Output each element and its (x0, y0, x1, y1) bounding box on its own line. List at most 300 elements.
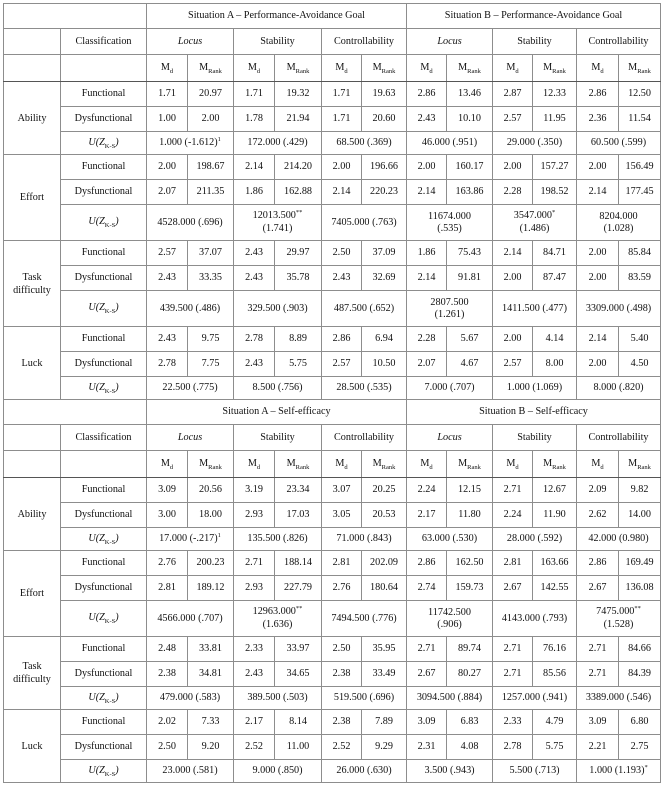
classification-cell: Dysfunctional (61, 662, 147, 687)
u-value-line: 487.500 (.652) (333, 302, 395, 314)
value-cell: 2.62 (577, 503, 619, 528)
value-cell: 7.75 (188, 352, 234, 377)
value-cell: 162.88 (275, 180, 322, 205)
value-cell: 3.05 (322, 503, 362, 528)
value-cell: 35.78 (275, 266, 322, 291)
value-cell: 2.21 (577, 735, 619, 760)
md-header: $M_d$ (407, 55, 447, 82)
significance-marker: ** (295, 605, 303, 612)
value-cell: 2.71 (493, 478, 533, 503)
classification-cell: Dysfunctional (61, 180, 147, 205)
value-cell: 2.43 (234, 241, 275, 266)
u-value-line: 17.000 $(-.217)^1$ (159, 531, 221, 544)
u-label: $U(Z_{K-S})$ (61, 291, 147, 327)
value-cell: 1.78 (234, 107, 275, 132)
value-cell: 10.50 (362, 352, 407, 377)
value-cell: 160.17 (447, 155, 493, 180)
value-cell: 10.10 (447, 107, 493, 132)
value-cell: 18.00 (188, 503, 234, 528)
u-value-line: 1257.000 (.941) (501, 692, 568, 703)
mrank-header: $M_{Rank}$ (188, 55, 234, 82)
value-cell: 136.08 (619, 576, 661, 601)
locus-header: Locus (147, 29, 234, 55)
locus-header: Locus (147, 425, 234, 451)
mrank-header: $M_{Rank}$ (362, 55, 407, 82)
u-value-line: 28.000 (.592) (506, 533, 563, 544)
value-cell: 2.14 (322, 180, 362, 205)
value-cell: 2.43 (234, 662, 275, 687)
value-cell: 9.75 (188, 327, 234, 352)
value-cell: 8.00 (533, 352, 577, 377)
value-cell: 2.93 (234, 576, 275, 601)
value-cell: 8.14 (275, 710, 322, 735)
value-cell: 2.76 (147, 551, 188, 576)
value-cell: 211.35 (188, 180, 234, 205)
value-cell: 2.38 (322, 710, 362, 735)
data-row (4, 503, 661, 528)
classification-header: Classification (61, 29, 147, 55)
stability-header: Stability (493, 29, 577, 55)
value-cell: 2.00 (577, 241, 619, 266)
stability-header: Stability (234, 425, 322, 451)
value-cell: 9.29 (362, 735, 407, 760)
mrank-header: $M_{Rank}$ (533, 451, 577, 478)
classification-cell: Functional (61, 710, 147, 735)
value-cell: 2.00 (322, 155, 362, 180)
value-cell: 227.79 (275, 576, 322, 601)
md-header: $M_d$ (322, 451, 362, 478)
data-row (4, 352, 661, 377)
value-cell: 2.38 (147, 662, 188, 687)
u-value-cell (493, 601, 577, 637)
value-cell: 2.33 (234, 637, 275, 662)
u-label: $U(Z_{K-S})$ (61, 205, 147, 241)
u-value-line: 46.000 (.951) (421, 137, 478, 148)
value-cell: 2.81 (147, 576, 188, 601)
u-value-line: 8.500 (.756) (252, 382, 303, 393)
value-cell: 2.14 (577, 180, 619, 205)
data-row (4, 155, 661, 180)
value-cell: 163.86 (447, 180, 493, 205)
u-value-cell (322, 760, 407, 783)
value-cell: 2.07 (147, 180, 188, 205)
value-cell: 3.09 (407, 710, 447, 735)
value-cell: 2.74 (407, 576, 447, 601)
value-cell: 23.34 (275, 478, 322, 503)
controllability-header: Controllability (322, 29, 407, 55)
u-value-cell (234, 377, 322, 400)
classification-header: Classification (61, 425, 147, 451)
data-row (4, 327, 661, 352)
attribution-label: Effort (4, 551, 61, 637)
value-cell: 2.48 (147, 637, 188, 662)
mrank-header: $M_{Rank}$ (275, 451, 322, 478)
value-cell: 5.75 (533, 735, 577, 760)
value-cell: 75.43 (447, 241, 493, 266)
u-value-line: (1.261) (434, 308, 465, 320)
data-row (4, 478, 661, 503)
u-value-cell (147, 132, 234, 155)
value-cell: 11.80 (447, 503, 493, 528)
value-cell: 198.67 (188, 155, 234, 180)
value-cell: 2.00 (407, 155, 447, 180)
u-value-cell (147, 760, 234, 783)
u-value-line: 4528.000 (.696) (157, 216, 223, 228)
classification-cell: Functional (61, 82, 147, 107)
value-cell: 163.66 (533, 551, 577, 576)
value-cell: 2.14 (407, 180, 447, 205)
classification-cell: Dysfunctional (61, 352, 147, 377)
classification-cell: Functional (61, 155, 147, 180)
value-cell: 11.00 (275, 735, 322, 760)
value-cell: 1.00 (147, 107, 188, 132)
data-row (4, 266, 661, 291)
value-cell: 29.97 (275, 241, 322, 266)
u-statistic-row (4, 687, 661, 710)
u-value-line: 26.000 (.630) (336, 765, 392, 776)
value-cell: 2.75 (619, 735, 661, 760)
u-value-cell (407, 760, 493, 783)
value-cell: 180.64 (362, 576, 407, 601)
u-value-cell (493, 760, 577, 783)
value-cell: 4.08 (447, 735, 493, 760)
value-cell: 214.20 (275, 155, 322, 180)
u-value-cell (322, 528, 407, 551)
value-cell: 80.27 (447, 662, 493, 687)
value-cell: 2.50 (322, 637, 362, 662)
md-header: $M_d$ (147, 55, 188, 82)
u-value-line: (1.636) (262, 619, 293, 630)
u-value-cell (577, 377, 661, 400)
value-cell: 11.54 (619, 107, 661, 132)
attribution-label: Ability (4, 82, 61, 155)
value-cell: 20.53 (362, 503, 407, 528)
u-value-cell (147, 687, 234, 710)
value-cell: 3.09 (577, 710, 619, 735)
md-header: $M_d$ (407, 451, 447, 478)
md-header: $M_d$ (577, 55, 619, 82)
value-cell: 2.57 (147, 241, 188, 266)
u-value-line: 1.000 (1.069) (506, 382, 563, 393)
md-header: $M_d$ (493, 55, 533, 82)
value-cell: 12.50 (619, 82, 661, 107)
u-value-cell (493, 205, 577, 241)
u-value-line: 5.500 (.713) (509, 765, 560, 776)
u-value-line: (1.486) (519, 223, 550, 234)
value-cell: 11.90 (533, 503, 577, 528)
value-cell: 2.07 (407, 352, 447, 377)
value-cell: 2.00 (577, 155, 619, 180)
blank-cell (61, 55, 147, 82)
value-cell: 8.89 (275, 327, 322, 352)
value-cell: 2.50 (322, 241, 362, 266)
value-cell: 2.24 (407, 478, 447, 503)
value-cell: 33.81 (188, 637, 234, 662)
u-value-line: 4566.000 (.707) (157, 612, 223, 624)
u-value-line: 7494.500 (.776) (331, 612, 397, 624)
mrank-header: $M_{Rank}$ (533, 55, 577, 82)
u-value-line: (1.528) (603, 619, 634, 630)
value-cell: 20.56 (188, 478, 234, 503)
attribution-label: Task difficulty (4, 241, 61, 327)
value-cell: 1.71 (147, 82, 188, 107)
data-row (4, 735, 661, 760)
value-cell: 85.56 (533, 662, 577, 687)
value-cell: 76.16 (533, 637, 577, 662)
value-cell: 34.81 (188, 662, 234, 687)
value-cell: 2.24 (493, 503, 533, 528)
value-cell: 2.00 (188, 107, 234, 132)
value-cell: 2.17 (234, 710, 275, 735)
value-cell: 2.09 (577, 478, 619, 503)
u-statistic-row (4, 377, 661, 400)
footnote-marker: 1 (217, 531, 221, 539)
value-cell: 1.86 (234, 180, 275, 205)
significance-marker: ** (295, 209, 303, 216)
controllability-header: Controllability (322, 425, 407, 451)
value-cell: 84.66 (619, 637, 661, 662)
value-cell: 2.86 (407, 82, 447, 107)
value-cell: 2.87 (493, 82, 533, 107)
data-row (4, 662, 661, 687)
u-value-cell (234, 291, 322, 327)
value-cell: 37.07 (188, 241, 234, 266)
value-cell: 1.86 (407, 241, 447, 266)
u-statistic-row (4, 205, 661, 241)
value-cell: 2.93 (234, 503, 275, 528)
value-cell: 2.86 (322, 327, 362, 352)
u-value-line: 63.000 (.530) (421, 533, 478, 544)
u-statistic-row (4, 760, 661, 783)
controllability-header: Controllability (577, 425, 661, 451)
u-value-line: (1.741) (262, 223, 293, 234)
u-value-cell (407, 528, 493, 551)
blank-cell (4, 425, 61, 451)
value-cell: 3.09 (147, 478, 188, 503)
u-value-cell (322, 132, 407, 155)
u-statistic-row (4, 528, 661, 551)
value-cell: 3.07 (322, 478, 362, 503)
u-value-line: 9.000 (.850) (252, 765, 303, 776)
u-value-line: 8204.000 (599, 210, 638, 222)
value-cell: 1.71 (322, 107, 362, 132)
classification-cell: Dysfunctional (61, 107, 147, 132)
classification-cell: Dysfunctional (61, 266, 147, 291)
u-value-cell (407, 205, 493, 241)
significance-marker: * (551, 209, 556, 216)
stability-header: Stability (234, 29, 322, 55)
u-label: $U(Z_{K-S})$ (61, 132, 147, 155)
classification-cell: Dysfunctional (61, 503, 147, 528)
u-statistic-row (4, 291, 661, 327)
u-value-line: 12963.000** (252, 605, 303, 617)
u-value-line: 7405.000 (.763) (331, 216, 397, 228)
value-cell: 2.57 (322, 352, 362, 377)
value-cell: 2.67 (493, 576, 533, 601)
value-cell: 189.12 (188, 576, 234, 601)
u-value-line: 42.000 (0.980) (588, 533, 649, 544)
locus-header: Locus (407, 29, 493, 55)
u-value-line: 3547.000* (513, 209, 556, 221)
value-cell: 2.67 (407, 662, 447, 687)
value-cell: 2.14 (493, 241, 533, 266)
measure-header-row (4, 451, 661, 478)
u-value-line: 8.000 (.820) (593, 382, 644, 393)
u-value-cell (577, 291, 661, 327)
value-cell: 2.36 (577, 107, 619, 132)
u-value-cell (322, 377, 407, 400)
data-row (4, 180, 661, 205)
u-value-line: 60.500 (.599) (590, 137, 647, 148)
value-cell: 2.00 (577, 266, 619, 291)
value-cell: 2.57 (493, 352, 533, 377)
value-cell: 5.40 (619, 327, 661, 352)
value-cell: 2.78 (147, 352, 188, 377)
u-value-cell (407, 377, 493, 400)
value-cell: 87.47 (533, 266, 577, 291)
attribution-label: Luck (4, 710, 61, 783)
value-cell: 2.57 (493, 107, 533, 132)
mrank-header: $M_{Rank}$ (619, 451, 661, 478)
value-cell: 2.71 (493, 637, 533, 662)
value-cell: 2.38 (322, 662, 362, 687)
value-cell: 196.66 (362, 155, 407, 180)
u-value-cell (234, 132, 322, 155)
value-cell: 2.86 (577, 551, 619, 576)
u-value-cell (322, 291, 407, 327)
classification-cell: Dysfunctional (61, 735, 147, 760)
value-cell: 3.00 (147, 503, 188, 528)
attribution-label: Task difficulty (4, 637, 61, 710)
u-value-cell (322, 687, 407, 710)
value-cell: 19.32 (275, 82, 322, 107)
dimension-header-row (4, 425, 661, 451)
u-value-line: 172.000 (.429) (247, 137, 308, 148)
significance-marker: ** (634, 605, 641, 612)
value-cell: 85.84 (619, 241, 661, 266)
u-label: $U(Z_{K-S})$ (61, 377, 147, 400)
u-value-cell (147, 377, 234, 400)
u-value-cell (493, 377, 577, 400)
value-cell: 33.49 (362, 662, 407, 687)
value-cell: 2.71 (577, 662, 619, 687)
value-cell: 202.09 (362, 551, 407, 576)
u-value-line: 3094.500 (.884) (416, 692, 483, 703)
value-cell: 33.35 (188, 266, 234, 291)
classification-cell: Functional (61, 241, 147, 266)
significance-marker: * (644, 763, 648, 771)
u-value-cell (407, 601, 493, 637)
value-cell: 2.43 (322, 266, 362, 291)
u-value-cell (234, 687, 322, 710)
value-cell: 198.52 (533, 180, 577, 205)
classification-cell: Functional (61, 551, 147, 576)
value-cell: 2.14 (234, 155, 275, 180)
value-cell: 159.73 (447, 576, 493, 601)
value-cell: 2.78 (234, 327, 275, 352)
u-value-line: 29.000 (.350) (506, 137, 563, 148)
value-cell: 142.55 (533, 576, 577, 601)
u-value-line: 23.000 (.581) (162, 765, 218, 776)
u-value-line: 4143.000 (.793) (501, 612, 568, 624)
value-cell: 200.23 (188, 551, 234, 576)
value-cell: 2.81 (493, 551, 533, 576)
value-cell: 3.19 (234, 478, 275, 503)
value-cell: 34.65 (275, 662, 322, 687)
value-cell: 2.14 (577, 327, 619, 352)
classification-cell: Functional (61, 327, 147, 352)
u-value-line: 1.000 $(-1.612)^1$ (159, 135, 221, 148)
stability-header: Stability (493, 425, 577, 451)
u-statistic-row (4, 132, 661, 155)
u-value-line: 479.000 (.583) (159, 692, 221, 703)
blank-cell (4, 400, 147, 425)
value-cell: 2.43 (234, 266, 275, 291)
value-cell: 220.23 (362, 180, 407, 205)
value-cell: 2.00 (577, 352, 619, 377)
value-cell: 5.75 (275, 352, 322, 377)
value-cell: 2.43 (147, 327, 188, 352)
u-value-line: (1.028) (603, 222, 634, 234)
u-value-cell (407, 687, 493, 710)
footnote-marker: 1 (217, 135, 221, 143)
attribution-statistics-table (3, 3, 661, 783)
value-cell: 37.09 (362, 241, 407, 266)
u-label: $U(Z_{K-S})$ (61, 760, 147, 783)
u-value-line: (.535) (437, 222, 462, 234)
u-value-line: 7475.000** (596, 605, 641, 617)
value-cell: 17.03 (275, 503, 322, 528)
value-cell: 6.83 (447, 710, 493, 735)
value-cell: 6.94 (362, 327, 407, 352)
u-value-cell (147, 528, 234, 551)
data-row (4, 82, 661, 107)
value-cell: 9.82 (619, 478, 661, 503)
value-cell: 12.33 (533, 82, 577, 107)
u-value-line: 22.500 (.775) (162, 382, 218, 393)
u-value-line: 1411.500 (.477) (502, 302, 568, 314)
data-row (4, 710, 661, 735)
data-row (4, 576, 661, 601)
md-header: $M_d$ (493, 451, 533, 478)
classification-cell: Functional (61, 637, 147, 662)
situation-b-title: Situation B – Performance-Avoidance Goal (407, 4, 661, 29)
mrank-header: $M_{Rank}$ (619, 55, 661, 82)
u-value-cell (147, 601, 234, 637)
u-value-cell (493, 687, 577, 710)
value-cell: 2.78 (493, 735, 533, 760)
value-cell: 2.33 (493, 710, 533, 735)
situation-a-title: Situation A – Performance-Avoidance Goal (147, 4, 407, 29)
blank-cell (4, 29, 61, 55)
md-header: $M_d$ (577, 451, 619, 478)
u-value-cell (234, 760, 322, 783)
u-value-cell (577, 687, 661, 710)
value-cell: 84.71 (533, 241, 577, 266)
value-cell: 4.14 (533, 327, 577, 352)
value-cell: 2.43 (407, 107, 447, 132)
u-value-line: 3389.000 (.546) (585, 692, 652, 703)
classification-cell: Functional (61, 478, 147, 503)
value-cell: 2.71 (234, 551, 275, 576)
u-value-line: 12013.500** (252, 209, 303, 221)
md-header: $M_d$ (234, 55, 275, 82)
situation-b-title: Situation B – Self-efficacy (407, 400, 661, 425)
md-header: $M_d$ (147, 451, 188, 478)
u-value-cell (322, 601, 407, 637)
u-value-cell (234, 205, 322, 241)
u-value-cell (577, 760, 661, 783)
